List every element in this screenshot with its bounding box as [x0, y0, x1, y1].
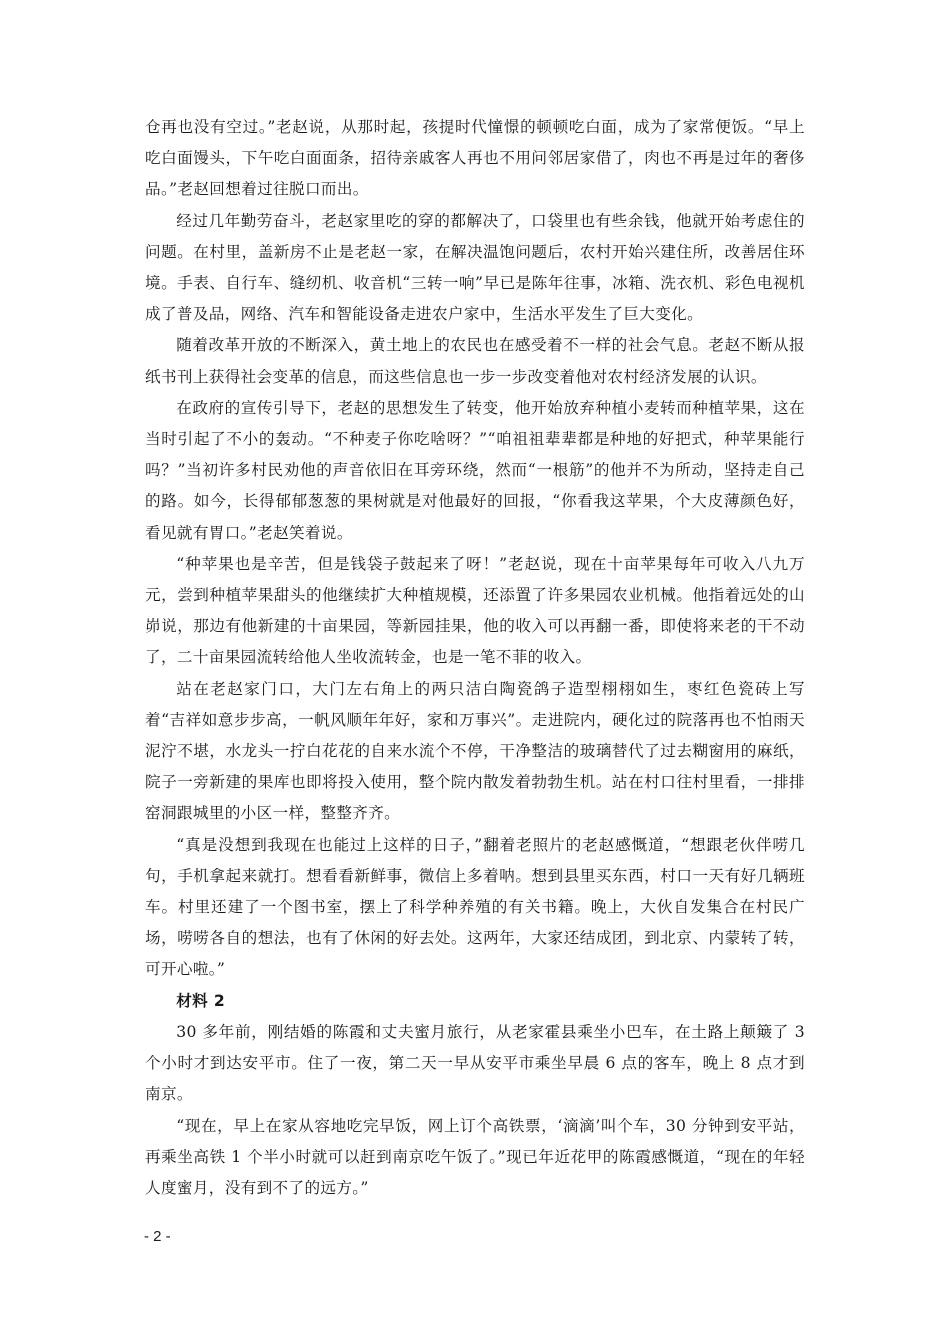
paragraph-apple-planting: 在政府的宣传引导下，老赵的思想发生了转变，他开始放弃种植小麦转而种植苹果，这在当时引起了不小的轰动。“不种麦子你吃啥呀？”“咱祖祖辈辈都是种地的好把式，种苹果能行吗？”当初许多村民劝他的声音依旧在耳旁环绕，然而“一根筋”的他并不为所动，坚持走自己的路。如今，长得郁郁葱葱的果树就是对他最好的回报，“你看我这苹果，个大皮薄颜色好，看见就有胃口。”老赵笑着说。 — [145, 398, 805, 542]
paragraph-income: “种苹果也是辛苦，但是钱袋子鼓起来了呀！”老赵说，现在十亩苹果每年可收入八九万元，尝到种植苹果甜头的他继续扩大种植规模，还添置了许多果园农业机械。他指着远处的山峁说，那边有他新建的十亩果园，等新园挂果，他的收入可以再翻一番，即使将来老的干不动了，二十亩果园流转给他人坐收流转金，也是一笔不菲的收入。 — [145, 554, 805, 667]
paragraph-courtyard: 站在老赵家门口，大门左右角上的两只洁白陶瓷鸽子造型栩栩如生，枣红色瓷砖上写着“吉祥如意步步高，一帆风顺年年好，家和万事兴”。走进院内，硬化过的院落再也不怕雨天泥泞不堪，水龙头一拧白花花的自来水流个不停，干净整洁的玻璃替代了过去糊窗用的麻纸，院子一旁新建的果库也即将投入使用，整个院内散发着勃勃生机。站在村口往村里看，一排排窑洞跟城里的小区一样，整整齐齐。 — [145, 679, 805, 823]
article-body — [145, 112, 805, 1204]
paragraph-honeymoon-past: 30 多年前，刚结婚的陈霞和丈夫蜜月旅行，从老家霍县乘坐小巴车，在土路上颠簸了 3 个小时才到达安平市。住了一夜，第二天一早从安平市乘坐早晨 6 点的客车，晚上 8 点才到南京。 — [145, 1022, 805, 1104]
page-number: - 2 - — [144, 1228, 171, 1245]
paragraph-reform: 随着改革开放的不断深入，黄土地上的农民也在感受着不一样的社会气息。老赵不断从报纸书刊上获得社会变革的信息，而这些信息也一步一步改变着他对农村经济发展的认识。 — [145, 336, 805, 386]
paragraph-new-life: “真是没想到我现在也能过上这样的日子，”翻着老照片的老赵感慨道，“想跟老伙伴唠几句，手机拿起来就打。想看看新鲜事，微信上多着呐。想到县里买东西，村口一天有好几辆班车。村里还建了一个图书室，摆上了科学种养殖的有关书籍。晚上，大伙自发集合在村民广场，唠唠各自的想法，也有了休闲的好去处。这两年，大家还结成团，到北京、内蒙转了转，可开心啦。” — [145, 835, 805, 979]
paragraph-living-conditions: 经过几年勤劳奋斗，老赵家里吃的穿的都解决了，口袋里也有些余钱，他就开始考虑住的问题。在村里，盖新房不止是老赵一家，在解决温饱问题后，农村开始兴建住所，改善居住环境。手表、自行车、缝纫机、收音机“三转一响”早已是陈年往事，冰箱、洗衣机、彩色电视机成了普及品，网络、汽车和智能设备走进农户家中，生活水平发生了巨大变化。 — [145, 211, 805, 324]
paragraph-honeymoon-now: “现在，早上在家从容地吃完早饭，网上订个高铁票，‘滴滴’叫个车，30 分钟到安平站，再乘坐高铁 1 个半小时就可以赶到南京吃午饭了。”现已年近花甲的陈霞感慨道，“现在的年轻人度蜜月，没有到不了的远方。” — [145, 1116, 805, 1197]
paragraph-continuation: 仓再也没有空过。”老赵说，从那时起，孩提时代憧憬的顿顿吃白面，成为了家常便饭。“早上吃白面馒头，下午吃白面面条，招待亲戚客人再也不用问邻居家借了，肉也不再是过年的奢侈品。”老赵回想着过往脱口而出。 — [145, 118, 805, 199]
section-heading-material-2: 材料 2 — [176, 991, 226, 1010]
